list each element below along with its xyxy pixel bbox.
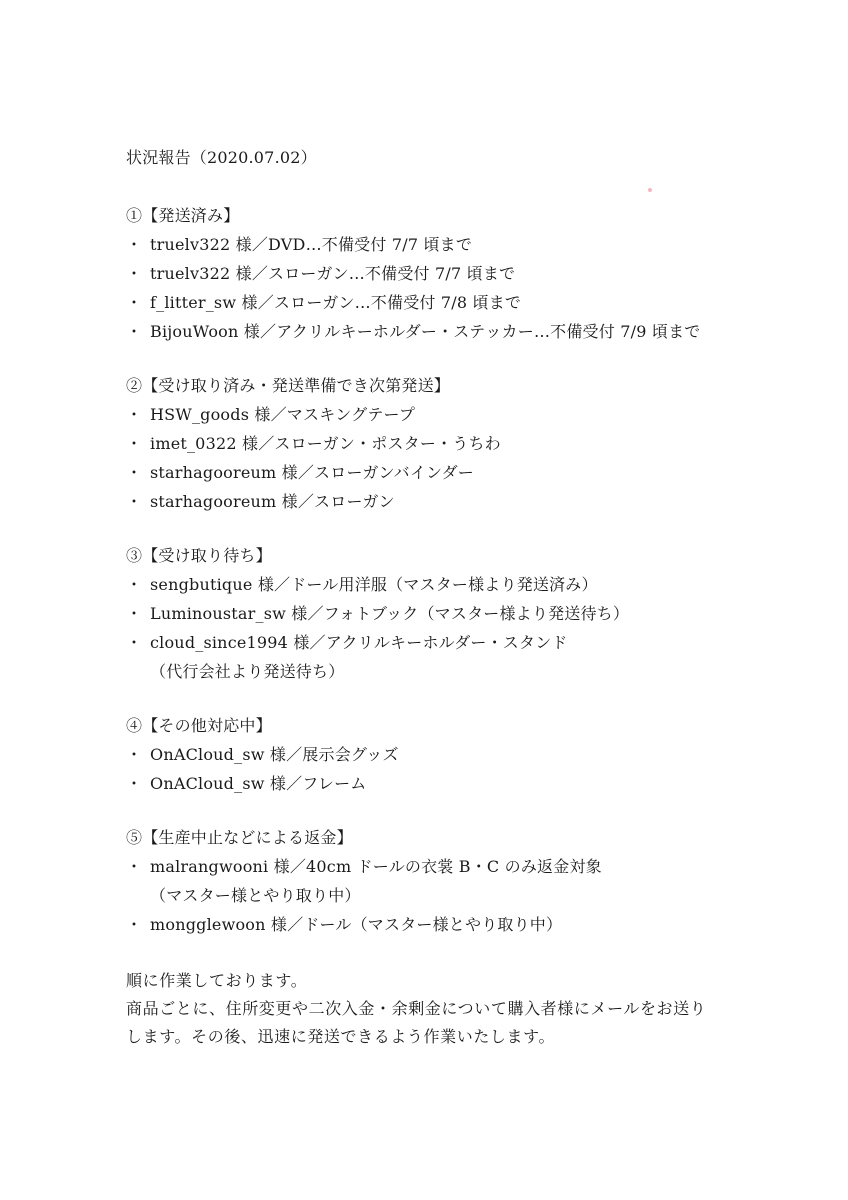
list-item xyxy=(126,573,766,597)
section-heading: ①【発送済み】 xyxy=(126,206,240,225)
item-list xyxy=(126,743,766,796)
item-text: imet_0322 様／スローガン・ポスター・うちわ xyxy=(150,434,501,453)
bullet: ・ xyxy=(126,434,143,453)
item-text: starhagooreum 様／スローガンバインダー xyxy=(150,463,474,482)
bullet: ・ xyxy=(126,915,143,934)
list-item xyxy=(126,855,766,908)
list-item xyxy=(126,631,766,684)
item-text: malrangwooni 様／40cm ドールの衣裳 B・C のみ返金対象 xyxy=(150,857,602,876)
bullet: ・ xyxy=(126,322,143,341)
section-heading: ③【受け取り待ち】 xyxy=(126,546,272,565)
bullet: ・ xyxy=(126,235,143,254)
list-item xyxy=(126,291,766,315)
list-item xyxy=(126,772,766,796)
item-text: OnACloud_sw 様／展示会グッズ xyxy=(150,745,399,764)
bullet: ・ xyxy=(126,463,143,482)
item-text-continuation: （代行会社より発送待ち） xyxy=(150,662,345,681)
list-item xyxy=(126,403,766,427)
item-text: sengbutique 様／ドール用洋服（マスター様より発送済み） xyxy=(150,575,598,594)
bullet: ・ xyxy=(126,264,143,283)
list-item xyxy=(126,432,766,456)
item-text: starhagooreum 様／スローガン xyxy=(150,492,395,511)
bullet: ・ xyxy=(126,857,143,876)
report-title: 状況報告（2020.07.02） xyxy=(126,148,317,167)
item-text: f_litter_sw 様／スローガン…不備受付 7/8 頃まで xyxy=(150,293,522,312)
item-text: truelv322 様／DVD…不備受付 7/7 頃まで xyxy=(150,235,473,254)
item-list xyxy=(126,573,766,684)
list-item xyxy=(126,262,766,286)
item-list xyxy=(126,403,766,514)
closing-paragraph xyxy=(126,967,766,1051)
closing-line: 順に作業しております。 xyxy=(126,971,308,990)
list-item xyxy=(126,913,766,937)
list-item xyxy=(126,743,766,767)
section-heading: ④【その他対応中】 xyxy=(126,716,272,735)
item-text-continuation: （マスター様とやり取り中） xyxy=(150,886,361,905)
bullet: ・ xyxy=(126,774,143,793)
section-heading: ②【受け取り済み・発送準備でき次第発送】 xyxy=(126,376,451,395)
section-heading: ⑤【生産中止などによる返金】 xyxy=(126,828,353,847)
item-list xyxy=(126,855,766,937)
bullet: ・ xyxy=(126,405,143,424)
section-shipped xyxy=(126,204,766,344)
list-item xyxy=(126,602,766,626)
section-refunds xyxy=(126,826,766,937)
closing-line: 商品ごとに、住所変更や二次入金・余剰金について購入者様にメールをお送り xyxy=(126,999,707,1018)
item-text: OnACloud_sw 様／フレーム xyxy=(150,774,367,793)
item-text: mongglewoon 様／ドール（マスター様とやり取り中） xyxy=(150,915,563,934)
document-body xyxy=(126,146,766,1051)
section-other-in-progress xyxy=(126,714,766,796)
item-list xyxy=(126,233,766,344)
section-received-pending-ship xyxy=(126,374,766,514)
item-text: Luminoustar_sw 様／フォトブック（マスター様より発送待ち） xyxy=(150,604,630,623)
list-item xyxy=(126,490,766,514)
bullet: ・ xyxy=(126,633,143,652)
bullet: ・ xyxy=(126,293,143,312)
bullet: ・ xyxy=(126,745,143,764)
item-text: cloud_since1994 様／アクリルキーホルダー・スタンド xyxy=(150,633,568,652)
bullet: ・ xyxy=(126,575,143,594)
item-text: truelv322 様／スローガン…不備受付 7/7 頃まで xyxy=(150,264,516,283)
list-item xyxy=(126,461,766,485)
item-text: HSW_goods 様／マスキングテープ xyxy=(150,405,416,424)
closing-line: します。その後、迅速に発送できるよう作業いたします。 xyxy=(126,1027,556,1046)
section-awaiting-receipt xyxy=(126,544,766,684)
list-item xyxy=(126,233,766,257)
list-item xyxy=(126,320,766,344)
item-text: BijouWoon 様／アクリルキーホルダー・ステッカー…不備受付 7/9 頃まで xyxy=(150,322,701,341)
bullet: ・ xyxy=(126,492,143,511)
bullet: ・ xyxy=(126,604,143,623)
